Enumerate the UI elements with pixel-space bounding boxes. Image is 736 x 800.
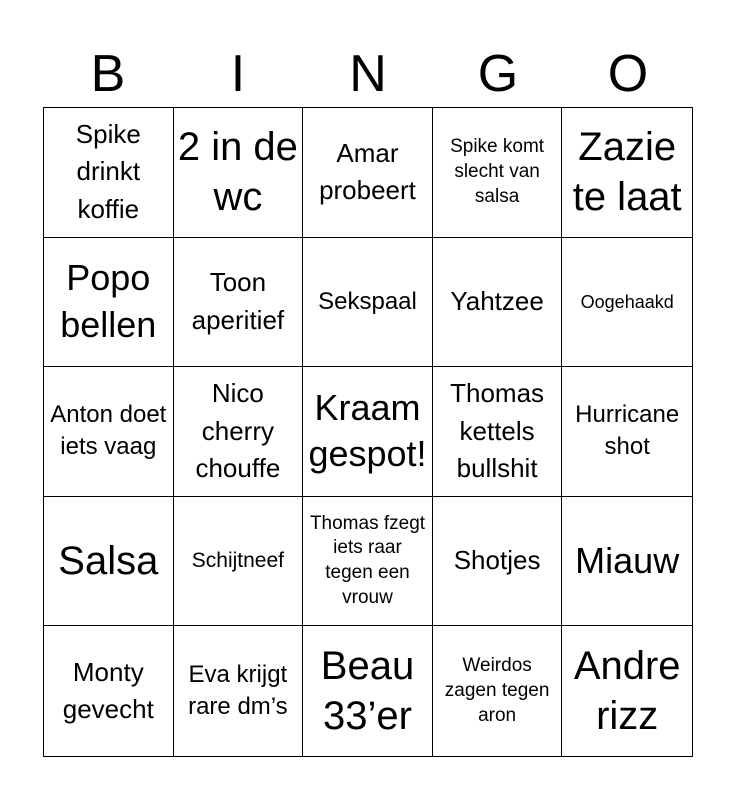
bingo-cell[interactable]: Beau 33’er	[303, 626, 433, 756]
bingo-cell[interactable]: Thomas kettels bullshit	[433, 367, 563, 497]
bingo-cell[interactable]: Anton doet iets vaag	[44, 367, 174, 497]
bingo-cell[interactable]: Eva krijgt rare dm’s	[174, 626, 304, 756]
bingo-cell[interactable]: Popo bellen	[44, 238, 174, 368]
bingo-cell[interactable]: Weirdos zagen tegen aron	[433, 626, 563, 756]
header-letter-b: B	[90, 45, 126, 103]
bingo-header	[43, 40, 693, 108]
bingo-cell[interactable]: Hurricane shot	[562, 367, 692, 497]
bingo-cell[interactable]: Toon aperitief	[174, 238, 304, 368]
bingo-cell[interactable]: Spike komt slecht van salsa	[433, 108, 563, 238]
bingo-cell[interactable]: 2 in de wc	[174, 108, 304, 238]
bingo-cell[interactable]: Zazie te laat	[562, 108, 692, 238]
bingo-cell[interactable]: Monty gevecht	[44, 626, 174, 756]
bingo-grid	[43, 107, 693, 757]
bingo-cell[interactable]: Amar probeert	[303, 108, 433, 238]
header-letter-n: N	[349, 45, 387, 103]
bingo-cell[interactable]: Spike drinkt koffie	[44, 108, 174, 238]
bingo-cell[interactable]: Thomas fzegt iets raar tegen een vrouw	[303, 497, 433, 627]
bingo-cell[interactable]: Miauw	[562, 497, 692, 627]
bingo-cell[interactable]: Shotjes	[433, 497, 563, 627]
header-letter-i: I	[230, 45, 246, 103]
bingo-cell[interactable]: Kraam gespot!	[303, 367, 433, 497]
header-letter-g: G	[477, 45, 519, 103]
bingo-cell[interactable]: Andre rizz	[573, 644, 681, 739]
bingo-cell[interactable]: Salsa	[44, 497, 174, 627]
bingo-cell[interactable]: Schijtneef	[174, 497, 304, 627]
bingo-cell[interactable]: Yahtzee	[433, 238, 563, 368]
bingo-cell[interactable]: Oogehaakd	[562, 238, 692, 368]
bingo-cell[interactable]: Sekspaal	[303, 238, 433, 368]
bingo-cell[interactable]: Nico cherry chouffe	[174, 367, 304, 497]
header-letter-o: O	[607, 45, 649, 103]
